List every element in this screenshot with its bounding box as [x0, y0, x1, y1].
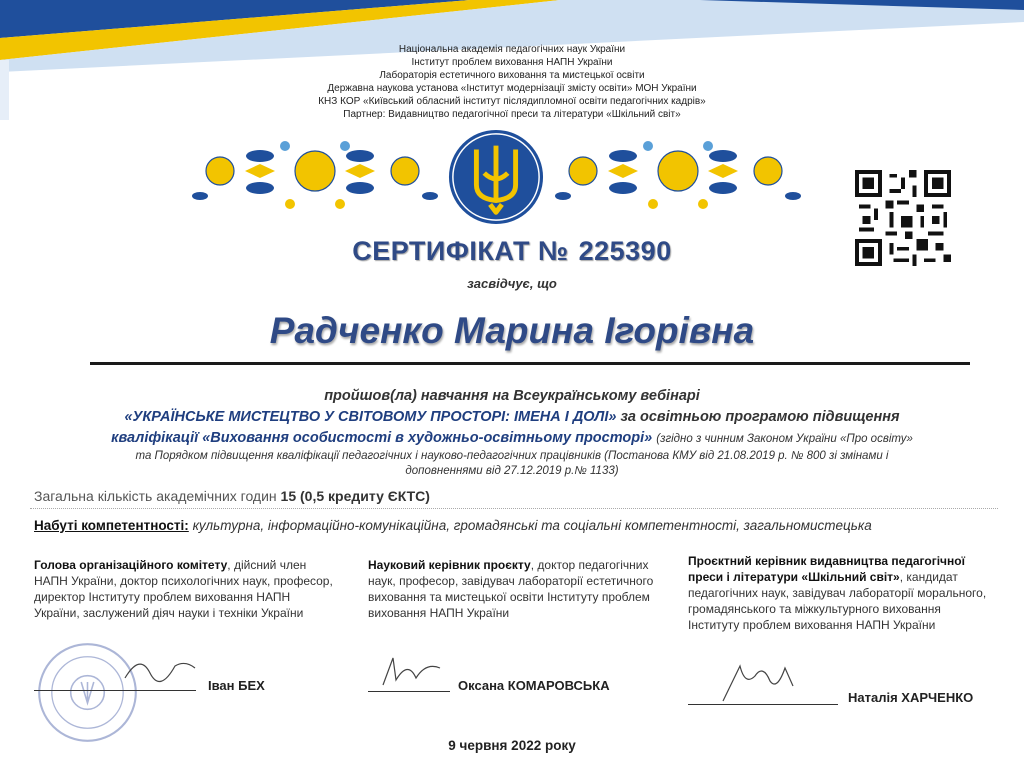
signatory-2-role-title: Науковий керівник проєкту [368, 558, 531, 572]
program-title: кваліфікації «Виховання особистості в художньо-освітньому просторі» [111, 430, 653, 446]
hours-underline [30, 508, 998, 509]
signatory-2-role [368, 557, 658, 621]
competencies-label: Набуті компетентності: [34, 518, 189, 533]
law-reference: (згідно з чинним Законом України «Про освіту» [656, 433, 913, 445]
body-line-4: та Порядком підвищення кваліфікації педагогічних і науково-педагогічних працівників (Постанова КМУ від 21.08.2019 р. № 800 зі змінами і [135, 450, 889, 462]
body-line-2 [0, 409, 1024, 425]
competencies-row [34, 518, 872, 533]
name-underline [90, 362, 970, 365]
signature-line-3 [688, 704, 838, 705]
signatory-1-name: Іван БЕХ [208, 678, 265, 693]
signature-line-1 [34, 690, 196, 691]
certificate-title-label: СЕРТИФІКАТ № [352, 236, 569, 266]
signature-3 [715, 656, 805, 706]
signatory-1-role-details: , дійсний член НАПН України, доктор психологічних наук, професор, директор Інституту проблем виховання НАПН України, заслужений діяч науки і техніки України [34, 558, 333, 620]
floral-ornament-left [190, 126, 440, 226]
signatory-3-role-details: , кандидат педагогічних наук, завідувач лабораторії морального, громадянського та міжкультурного виховання Інституту проблем виховання НАПН України [688, 570, 987, 632]
signatory-3-role [688, 553, 988, 633]
body-line-3 [0, 430, 1024, 446]
competencies-value: культурна, інформаційно-комунікаційна, громадянські та соціальні компетентності, загальномистецька [192, 518, 872, 533]
trident-icon [447, 128, 545, 226]
org-line: КНЗ КОР «Київський обласний інститут післядипломної освіти педагогічних кадрів» [318, 96, 706, 107]
hours-value: 15 (0,5 кредиту ЄКТС) [280, 488, 430, 504]
body-line-5: доповненнями від 27.12.2019 р.№ 1133) [405, 465, 619, 477]
floral-ornament-right [553, 126, 803, 226]
org-line: Національна академія педагогічних наук України [398, 44, 626, 55]
hours-row [34, 488, 430, 504]
signature-1 [120, 648, 200, 688]
org-line: Лабораторія естетичного виховання та мистецької освіти [379, 70, 645, 81]
org-line: Інститут проблем виховання НАПН України [411, 57, 613, 68]
signatory-3-role-title: Проєктний керівник видавництва педагогічної преси і літератури «Шкільний світ» [688, 554, 965, 584]
certificate-title [0, 236, 1024, 267]
signatory-3-name: Наталія ХАРЧЕНКО [848, 690, 974, 705]
certificate-number: 225390 [578, 236, 672, 266]
hours-label: Загальна кількість академічних годин [34, 488, 277, 504]
webinar-title: «УКРАЇНСЬКЕ МИСТЕЦТВО У СВІТОВОМУ ПРОСТОРІ: ІМЕНА І ДОЛІ» [124, 409, 617, 425]
signature-2 [378, 650, 448, 690]
org-line: Державна наукова установа «Інститут модернізації змісту освіти» МОН України [327, 83, 697, 94]
body-line-1: пройшов(ла) навчання на Всеукраїнському вебінарі [324, 388, 700, 404]
issue-date: 9 червня 2022 року [448, 738, 576, 753]
organizations-header [0, 43, 1024, 121]
signatory-2-role-details: , доктор педагогічних наук, професор, завідувач лабораторії естетичного виховання та мистецької освіти Інституту проблем виховання НАПН України [368, 558, 654, 620]
signatory-2-name: Оксана КОМАРОВСЬКА [458, 678, 610, 693]
recipient-name: Радченко Марина Ігорівна [269, 310, 755, 351]
signatory-1-role [34, 557, 334, 621]
body-line-2-tail: за освітньою програмою підвищення [616, 409, 900, 425]
signature-line-2 [368, 691, 450, 692]
org-line: Партнер: Видавництво педагогічної преси та літератури «Шкільний світ» [343, 109, 681, 120]
signatory-1-role-title: Голова організаційного комітету [34, 558, 228, 572]
certifies-text: засвідчує, що [467, 276, 557, 291]
